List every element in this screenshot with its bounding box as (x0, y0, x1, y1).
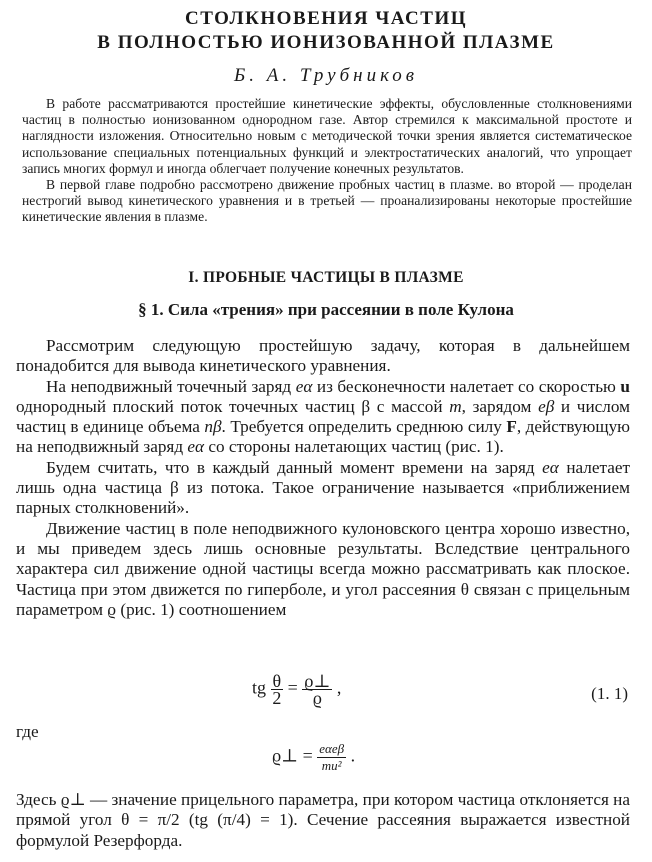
body-text-end (16, 790, 630, 851)
where-label: где (16, 722, 39, 741)
symbol-u: u (620, 376, 630, 396)
symbol-F: F (506, 417, 517, 437)
eq-fraction-rho (302, 673, 332, 706)
body-paragraph-3 (16, 458, 630, 519)
symbol-e-alpha: eα (542, 457, 559, 477)
symbol-e-beta: eβ (538, 396, 555, 416)
body-paragraph-2 (16, 377, 630, 458)
equation-number: (1. 1) (591, 684, 628, 703)
text-run: однородный плоский поток точечных частиц β с массой (16, 396, 450, 416)
symbol-n-beta: nβ (204, 417, 222, 437)
eq-numerator: ϱ⊥ (304, 671, 331, 691)
symbol-e-alpha: eα (187, 437, 205, 457)
symbol-e-alpha: eα (295, 376, 313, 396)
paper-title-line2: В ПОЛНОСТЬЮ ИОНИЗОВАННОЙ ПЛАЗМЕ (97, 32, 555, 53)
paper-author: Б. А. Трубников (234, 65, 418, 86)
eq-denominator: 2 (272, 688, 282, 708)
text-run: налетает лишь одна частица β из потока. Такое ограничение называется «приближением парных столкновений». (16, 457, 630, 518)
eq-denominator: mu² (321, 758, 342, 773)
text-run: со стороны налетающих частиц (рис. 1). (204, 437, 504, 457)
section-heading: § 1. Сила «трения» при рассеянии в поле Кулона (138, 300, 514, 319)
text-run: , зарядом (461, 396, 539, 416)
eq-denominator: ϱ (312, 688, 322, 708)
abstract (22, 96, 632, 226)
abstract-paragraph-2: В первой главе подробно рассмотрено движение пробных частиц в плазме. во второй — проделан нестрогий вывод кинетического уравнения и в третьей — проанализированы некоторые простейшие кинетические явления в плазме. (22, 177, 632, 225)
body-paragraph-1: Рассмотрим следующую простейшую задачу, которая в дальнейшем понадобится для вывода кинетического уравнения. (16, 336, 630, 376)
eq-tg: tg (252, 677, 267, 698)
body-paragraph-4: Движение частиц в поле неподвижного кулоновского центра хорошо известно, и мы приведем здесь лишь основные результаты. Вследствие центрального характера сил движение одной частицы всегда можно рассматривать как плоское. Частица при этом движется по гиперболе, и угол рассеяния θ связан с прицельным параметром ϱ (рис. 1) соотношением (16, 518, 630, 619)
eq-lhs: ϱ⊥ = (272, 745, 313, 766)
eq-fraction-theta-half (271, 673, 284, 706)
eq-fraction-charges (317, 741, 346, 774)
text-run: . Требуется определить среднюю силу (221, 417, 507, 437)
text-run: , действующую на неподвижный заряд (16, 417, 630, 457)
equation-1-1 (252, 673, 341, 706)
body-paragraph-5: Здесь ϱ⊥ — значение прицельного параметра, при котором частица отклоняется на прямой угол θ = π/2 (tg (π/4) = 1). Сечение рассеяния выражается известной формулой Резерфорда. (16, 790, 630, 850)
eq-tail: , (336, 677, 342, 698)
text-run: Будем считать, что в каждый данный момент времени на заряд (46, 457, 543, 477)
eq-numerator: θ (272, 671, 282, 691)
eq-tail: . (350, 745, 356, 766)
equation-rho-perp (272, 741, 355, 774)
chapter-heading: I. ПРОБНЫЕ ЧАСТИЦЫ В ПЛАЗМЕ (188, 269, 464, 286)
text-run: из бесконечности налетает со скоростью (312, 376, 621, 396)
text-run: и числом частиц в единице объема (16, 396, 630, 437)
eq-numerator: eαeβ (319, 741, 345, 756)
body-text (16, 336, 630, 620)
text-run: На неподвижный точечный заряд (46, 376, 296, 396)
abstract-paragraph-1: В работе рассматриваются простейшие кинетические эффекты, обусловленные столкновениями частиц в полностью ионизованном однородном газе. Автор стремился к максимальной простоте и наглядности изложения. Относительно новым с методической точки зрения является систематическое использование специальных потенциальных функций и электростатических аналогий, что упрощает запись многих формул и иногда облегчает получение конечных результатов. (22, 96, 632, 176)
paper-title-line1: СТОЛКНОВЕНИЯ ЧАСТИЦ (184, 8, 467, 29)
symbol-m: m (449, 396, 462, 416)
eq-equals: = (287, 677, 298, 698)
